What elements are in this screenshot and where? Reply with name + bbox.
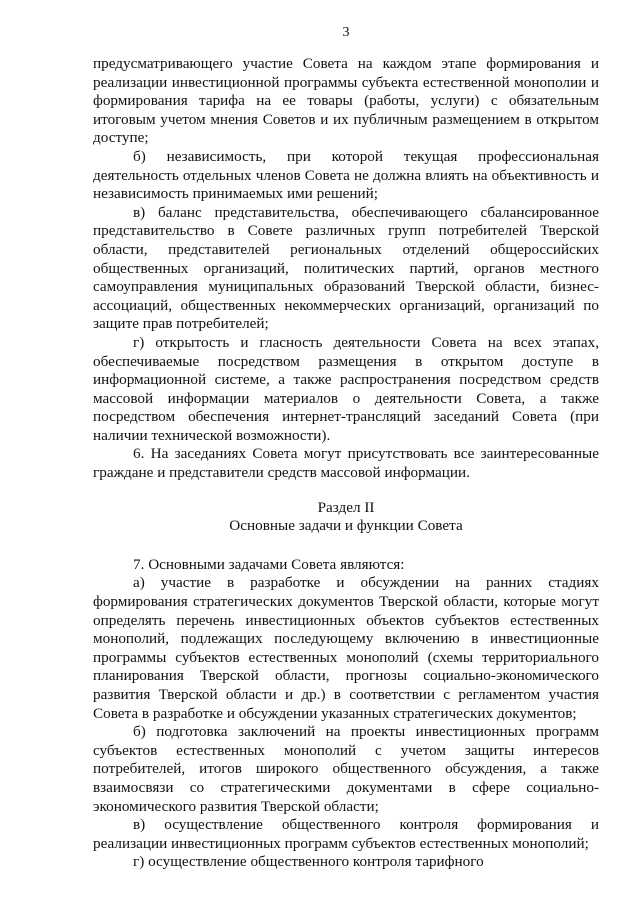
paragraph-item-v: в) баланс представительства, обеспечивающего сбалансированное представительство в Совете различных групп потребителей Тверской области, представителей региональных отделений общероссийских общественных организаций, политических партий, органов местного самоуправления муниципальных образований Тверской области, бизнес-ассоциаций, общественных некоммерческих организаций, организаций по защите прав потребителей; [93, 203, 599, 333]
paragraph-item-g: г) открытость и гласность деятельности Совета на всех этапах, обеспечиваемые посредством размещения в открытом доступе в информационной системе, а также распространения посредством средств массовой информации материалов о деятельности Совета, а также посредством обеспечения интернет-трансляций заседаний Совета (при наличии технической возможности). [93, 333, 599, 444]
paragraph-7: 7. Основными задачами Совета являются: [133, 555, 405, 573]
paragraph-7-item-a: а) участие в разработке и обсуждении на ранних стадиях формирования стратегических документов Тверской области, которые могут определять перечень инвестиционных объектов субъектов естественных монополий, подлежащих последующему включению в инвестиционные программы субъектов естественных монополий (схемы территориального планирования Тверской области, прогнозы социально-экономического развития Тверской области и др.) в соответствии с регламентом участия Совета в разработке и обсуждении указанных стратегических документов; [93, 574, 599, 722]
paragraph-continuation: предусматривающего участие Совета на каждом этапе формирования и реализации инвестиционной программы субъекта естественной монополии и формирования тарифа на ее товары (работы, услуги) с обязательным итоговым учетом мнения Советов и их публичным размещением в открытом доступе; [93, 55, 599, 147]
paragraph-7-item-g: г) осуществление общественного контроля тарифного [133, 853, 484, 871]
paragraph-7-item-b: б) подготовка заключений на проекты инвестиционных программ субъектов естественных монополий с учетом защиты интересов потребителей, итогов широкого общественного обсуждения, а также взаимосвязи со стратегическими документами в сфере социально-экономического развития Тверской области; [93, 723, 599, 815]
paragraph-6: 6. На заседаниях Совета могут присутствовать все заинтересованные граждане и представители средств массовой информации. [93, 445, 599, 482]
section-title: Основные задачи и функции Совета [229, 517, 463, 535]
page-number: 3 [342, 25, 350, 40]
section-heading: Раздел II [317, 498, 375, 516]
document-page [93, 24, 599, 872]
paragraph-item-b: б) независимость, при которой текущая профессиональная деятельность отдельных членов Совета не должна влиять на объективность и независимость принимаемых ими решений; [93, 147, 599, 203]
paragraph-7-item-v: в) осуществление общественного контроля формирования и реализации инвестиционных программ субъектов естественных монополий; [93, 816, 599, 852]
